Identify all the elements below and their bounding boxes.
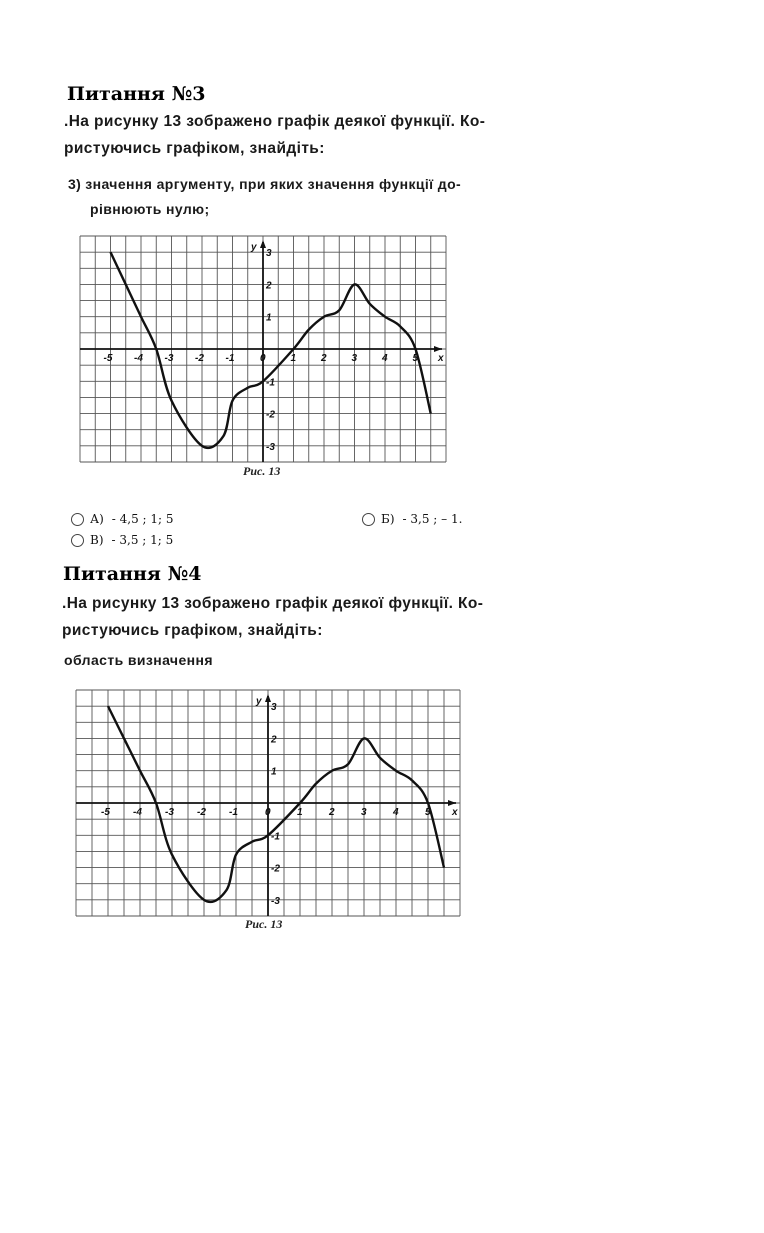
x-tick-label: 1 (297, 807, 303, 818)
figure-caption: Рис. 13 (245, 917, 283, 931)
x-axis-label: x (438, 353, 444, 364)
x-axis-arrow (448, 800, 456, 806)
x-tick-label: 2 (329, 807, 335, 818)
x-tick-label: 4 (393, 807, 399, 818)
prompt-line-1: На рисунку 13 зображено графік деякої функції. Ко- (66, 595, 484, 612)
y-tick-label: 3 (266, 248, 272, 260)
x-tick-label: -1 (229, 807, 238, 818)
prompt-line-2: ристуючись графіком, знайдіть: (64, 140, 325, 157)
x-tick-label: -5 (103, 353, 113, 364)
x-tick-label: -3 (165, 807, 174, 818)
x-axis-label: x (452, 807, 458, 818)
option-text: - 4,5 ; 1; 5 (111, 512, 174, 526)
item-line: область визначення (64, 652, 213, 668)
question-4-item (64, 648, 213, 673)
x-tick-label: 0 (260, 353, 266, 364)
option-a[interactable] (71, 512, 174, 526)
x-tick-label: -4 (134, 353, 143, 364)
y-tick-label: -3 (271, 895, 280, 907)
radio-icon[interactable] (71, 513, 84, 526)
y-axis-arrow (260, 240, 266, 248)
x-tick-label: 0 (265, 807, 271, 818)
prompt-line-1: На рисунку 13 зображено графік деякої функції. Ко- (68, 113, 486, 130)
y-axis-label: y (251, 242, 257, 253)
item-number: 3) (68, 176, 82, 192)
x-tick-label: -4 (133, 807, 142, 818)
question-3-prompt: .На рисунку 13 зображено графік деякої функції. Ко- ристуючись графіком, знайдіть: (64, 108, 485, 162)
x-tick-label: -3 (164, 353, 174, 364)
question-3-item (68, 172, 461, 222)
option-b[interactable] (362, 512, 462, 526)
x-tick-label: 5 (425, 807, 431, 818)
y-tick-label: 3 (271, 702, 277, 714)
option-letter: Б) (381, 512, 395, 526)
x-tick-label: -2 (195, 353, 204, 364)
x-tick-label: 2 (321, 353, 327, 364)
x-axis-arrow (434, 346, 442, 352)
y-tick-label: -2 (266, 409, 275, 421)
option-letter: В) (90, 533, 104, 547)
x-tick-label: 4 (382, 353, 388, 364)
y-tick-label: 2 (271, 734, 277, 746)
option-c[interactable] (71, 533, 173, 547)
question-4-prompt: .На рисунку 13 зображено графік деякої функції. Ко- ристуючись графіком, знайдіть: (62, 590, 483, 644)
y-tick-label: 2 (266, 280, 272, 292)
x-tick-label: 1 (290, 353, 297, 364)
y-tick-label: -3 (266, 441, 275, 453)
x-tick-label: -2 (197, 807, 206, 818)
y-tick-label: -1 (271, 831, 280, 843)
y-tick-label: -1 (266, 377, 275, 389)
x-tick-label: 5 (412, 353, 419, 364)
question-3-title: Питання №3 (67, 83, 206, 105)
function-graph (76, 690, 460, 916)
y-tick-label: 1 (266, 312, 272, 324)
y-axis-arrow (265, 694, 271, 702)
prompt-line-2: ристуючись графіком, знайдіть: (62, 622, 323, 639)
option-letter: А) (90, 512, 104, 526)
item-line-1: значення аргументу, при яких значення функції до- (85, 176, 462, 192)
y-tick-label: -2 (271, 863, 280, 875)
x-tick-label: 3 (361, 807, 367, 818)
x-tick-label: 3 (351, 353, 358, 364)
radio-icon[interactable] (362, 513, 375, 526)
question-4-title: Питання №4 (63, 563, 202, 585)
x-tick-label: -1 (225, 353, 235, 364)
option-text: - 3,5 ; – 1. (402, 512, 463, 526)
y-axis-label: y (256, 696, 262, 707)
figure-caption: Рис. 13 (243, 464, 281, 478)
y-tick-label: 1 (271, 766, 277, 778)
option-text: - 3,5 ; 1; 5 (111, 533, 174, 547)
item-line-2: рівнюють нулю; (90, 201, 210, 217)
radio-icon[interactable] (71, 534, 84, 547)
x-tick-label: -5 (101, 807, 110, 818)
function-graph (80, 236, 446, 462)
